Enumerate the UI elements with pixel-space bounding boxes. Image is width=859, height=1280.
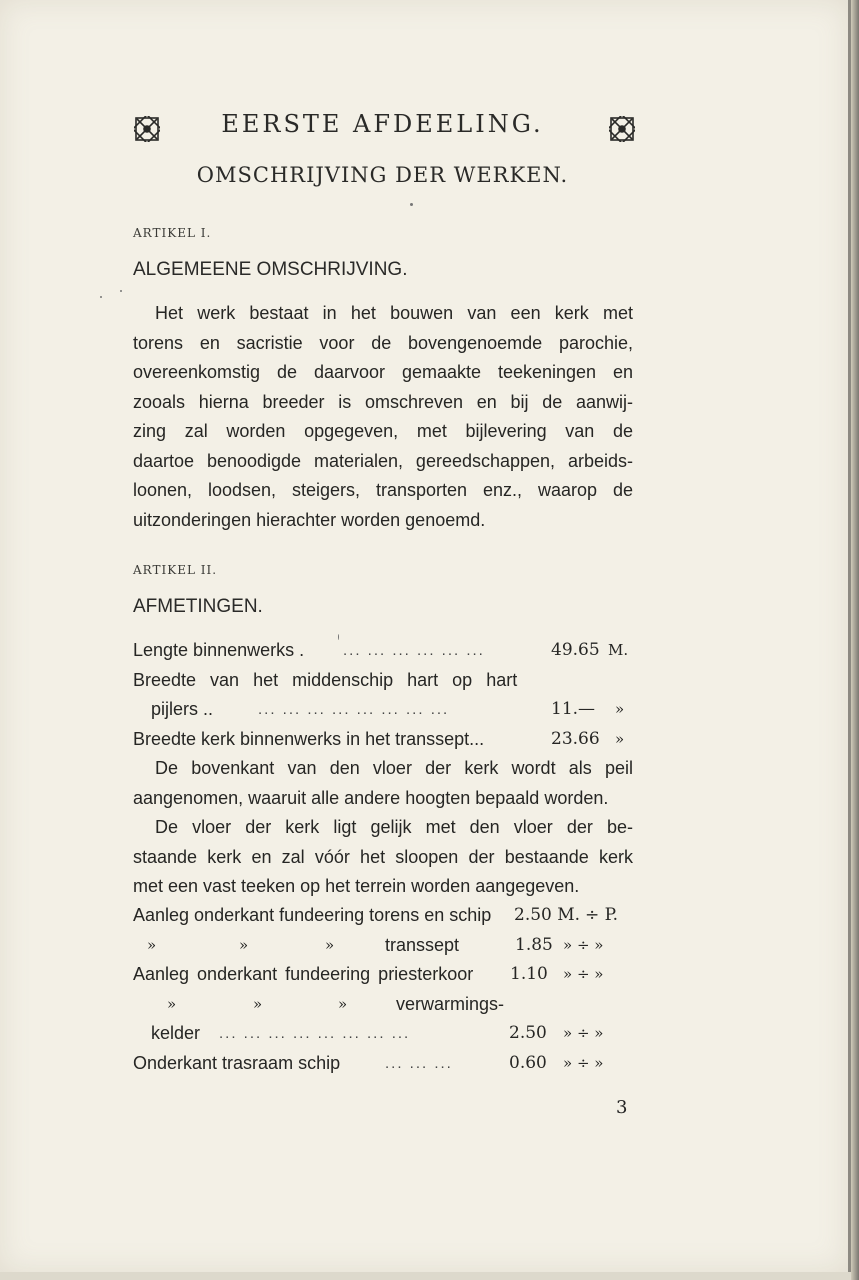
section-subtitle: OMSCHRIJVING DER WERKEN. xyxy=(196,163,569,187)
foundation-label: Aanleg onderkant fundeering priesterkoor xyxy=(133,964,474,984)
paper-speck xyxy=(410,203,413,206)
body-line: loonen, loodsen, steigers, transporten enz., waarop de xyxy=(133,480,633,500)
dimension-label: Breedte van het middenschip hart op hart xyxy=(133,669,518,690)
foundation-label: kelder xyxy=(151,1023,201,1043)
dimension-label: Breedte kerk binnenwerks in het transsept... xyxy=(133,728,485,749)
page-spine-edge xyxy=(851,0,859,1280)
leader-dots: ... ... ... ... ... ... xyxy=(343,642,485,659)
foundation-label: transsept xyxy=(385,934,460,955)
body-line: daartoe benoodigde materialen, gereedschappen, arbeids- xyxy=(133,450,633,471)
header-row xyxy=(130,110,635,150)
paper-speck xyxy=(120,290,122,292)
foundation-value: 2.50 xyxy=(509,1023,547,1043)
body-line: overeenkomstig de daarvoor gemaakte teekeningen en xyxy=(133,362,633,382)
paper-speck xyxy=(100,296,102,298)
vloer-paragraph xyxy=(133,813,633,902)
foundation-value: 0.60 xyxy=(509,1052,547,1073)
dimension-value: 23.66 xyxy=(551,728,600,749)
foundation-unit: » ÷ » xyxy=(563,1053,604,1072)
body-line: De vloer der kerk ligt gelijk met den vloer der be- xyxy=(155,817,633,837)
leader-dots: ... ... ... ... ... ... ... ... xyxy=(258,701,450,718)
article-body xyxy=(133,299,633,535)
dimension-row xyxy=(133,666,633,696)
foundation-label: verwarmings- xyxy=(396,993,505,1014)
dimension-label: Lengte binnenwerks . xyxy=(133,640,305,660)
dimension-unit: » xyxy=(615,700,625,718)
dimension-row xyxy=(133,725,633,755)
paper-speck xyxy=(338,634,339,640)
foundation-value: 1.85 xyxy=(515,934,553,955)
foundation-unit: ÷ P. xyxy=(585,905,619,925)
article-heading: AFMETINGEN. xyxy=(133,596,263,617)
ditto-mark: » xyxy=(167,994,177,1013)
foundation-label: Aanleg onderkant fundeering torens en schip xyxy=(133,905,492,925)
section-title: EERSTE AFDEELING. xyxy=(221,110,544,138)
ditto-mark: » xyxy=(239,935,249,954)
dimension-label: pijlers .. xyxy=(151,699,214,719)
foundation-row xyxy=(133,931,633,961)
foundation-row xyxy=(133,960,633,990)
dimensions-block xyxy=(133,636,633,754)
ditto-mark: » xyxy=(253,994,263,1013)
article-label: ARTIKEL I. xyxy=(133,226,212,240)
dimension-value: 49.65 xyxy=(551,640,600,660)
dimension-unit: M. xyxy=(608,641,629,659)
body-line: De bovenkant van den vloer der kerk wordt als peil xyxy=(155,758,633,778)
body-line: uitzonderingen hierachter worden genoemd. xyxy=(133,509,486,530)
foundation-unit: » ÷ » xyxy=(563,1024,604,1042)
body-line: zing zal worden opgegeven, met bijlevering van de xyxy=(133,421,633,441)
foundation-row xyxy=(133,1049,633,1079)
foundation-block xyxy=(133,901,633,1078)
article-label: ARTIKEL II. xyxy=(133,563,218,577)
body-line: torens en sacristie voor de bovengenoemde parochie, xyxy=(133,332,633,353)
page-number: 3 xyxy=(616,1097,628,1118)
dimension-row xyxy=(133,636,633,666)
dimension-row xyxy=(133,695,633,725)
foundation-value: 1.10 xyxy=(510,964,548,984)
peil-paragraph xyxy=(133,754,633,813)
ditto-mark: » xyxy=(338,994,348,1013)
body-line: Het werk bestaat in het bouwen van een kerk met xyxy=(155,303,633,323)
body-line: zooals hierna breeder is omschreven en bij de aanwij- xyxy=(133,391,633,412)
body-line: staande kerk en zal vóór het sloopen der bestaande kerk xyxy=(133,846,633,867)
ditto-mark: » xyxy=(147,935,157,954)
foundation-label: Onderkant trasraam schip xyxy=(133,1052,341,1073)
foundation-unit: » ÷ » xyxy=(563,965,604,983)
dimension-value: 11.— xyxy=(551,699,596,719)
ditto-mark: » xyxy=(325,935,335,954)
foundation-row xyxy=(133,1019,633,1049)
article-heading: ALGEMEENE OMSCHRIJVING. xyxy=(133,259,408,280)
dimension-unit: » xyxy=(615,729,625,748)
ornament-icon xyxy=(609,116,635,142)
leader-dots: ... ... ... ... ... ... ... ... xyxy=(219,1025,411,1042)
body-line: aangenomen, waaruit alle andere hoogten bepaald worden. xyxy=(133,787,609,808)
body-line: met een vast teeken op het terrein worden aangegeven. xyxy=(133,876,580,896)
foundation-row xyxy=(133,901,633,931)
foundation-value: 2.50 M. xyxy=(514,905,581,925)
leader-dots: ... ... ... xyxy=(385,1054,453,1072)
foundation-row xyxy=(133,990,633,1020)
foundation-unit: » ÷ » xyxy=(563,935,604,954)
